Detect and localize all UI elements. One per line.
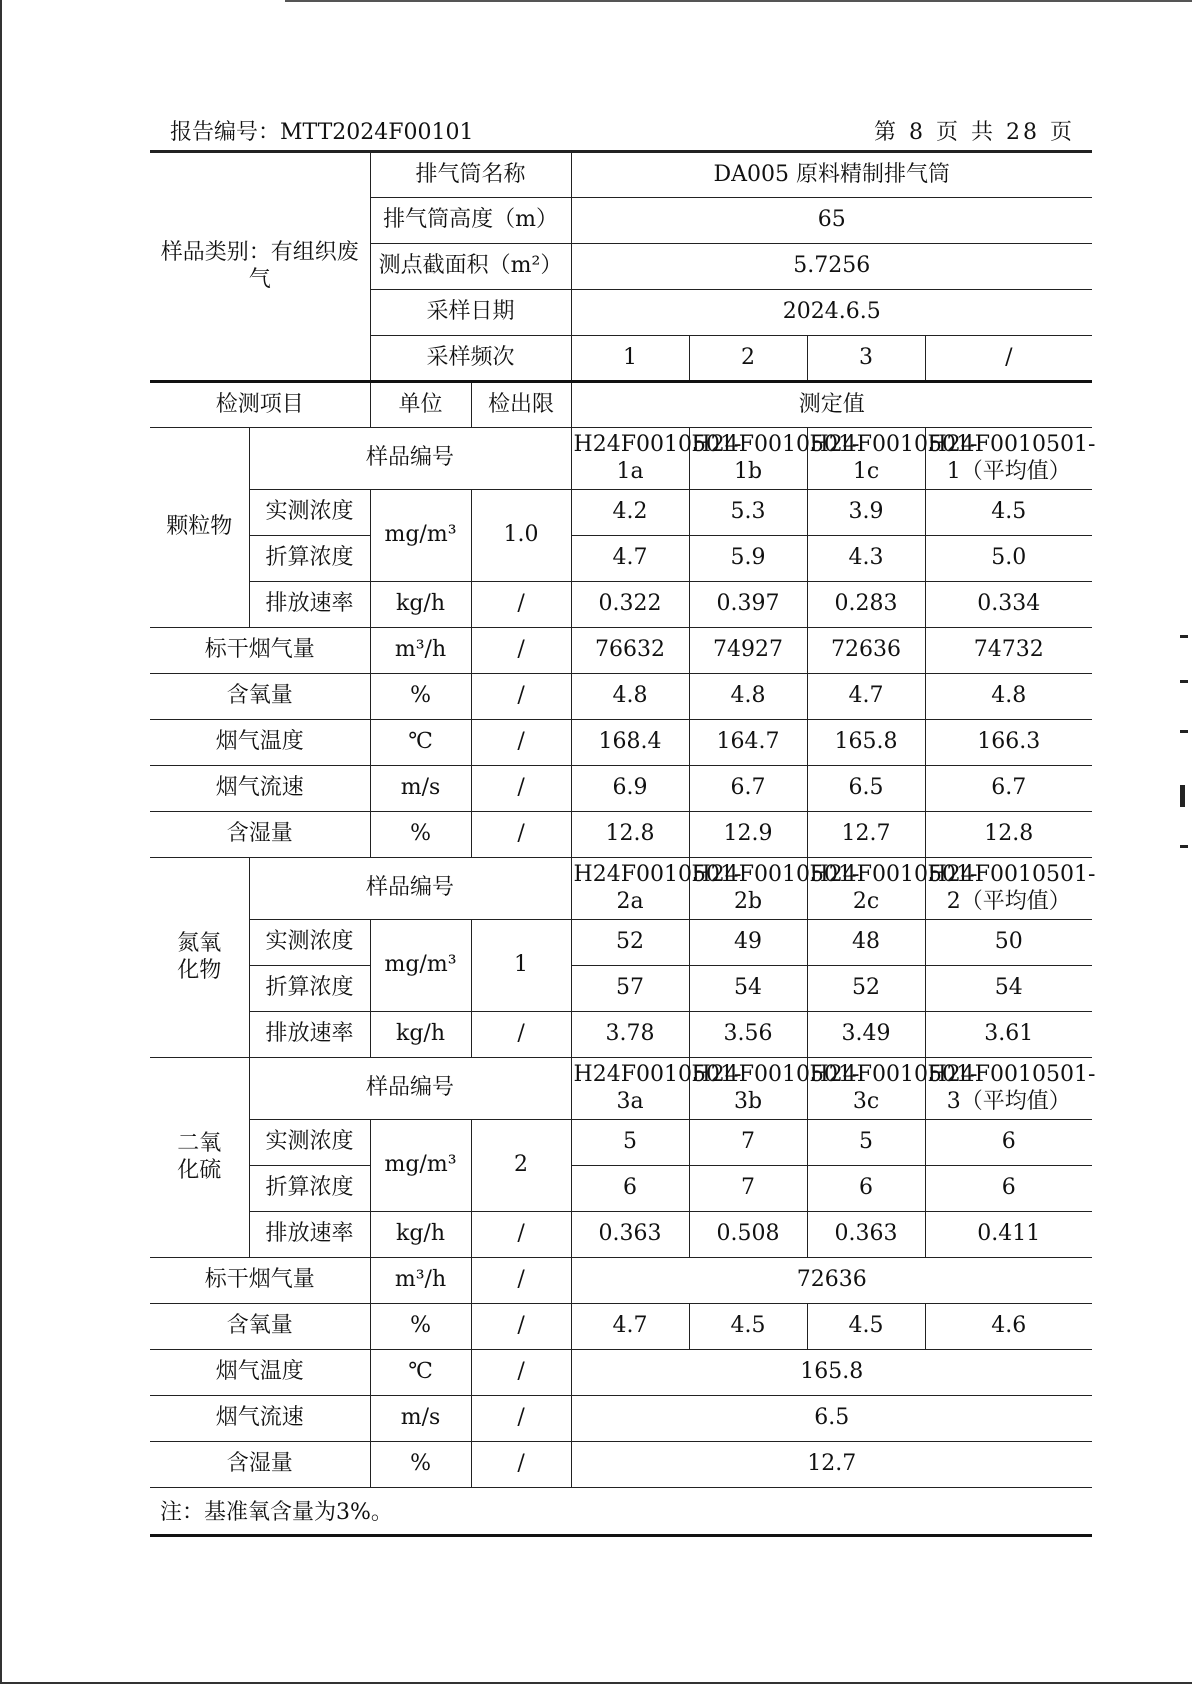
report-number: 报告编号：MTT2024F00101 [170, 120, 474, 145]
stack-name-label: 排气筒名称 [370, 152, 571, 198]
rate-limit: / [471, 582, 571, 628]
sample-no: H24F0010501-1b [689, 428, 807, 490]
value-cell: 5 [807, 1120, 925, 1166]
value-cell: 74927 [689, 628, 807, 674]
measured-conc-label: 实测浓度 [249, 1120, 370, 1166]
rate-unit: kg/h [370, 1012, 471, 1058]
conc-unit: mg/m³ [370, 490, 471, 582]
aux-limit: / [471, 1442, 571, 1488]
aux-limit: / [471, 674, 571, 720]
value-cell: 0.508 [689, 1212, 807, 1258]
gas-temp-row-2 [150, 1350, 1092, 1396]
sample-no: H24F0010501-3a [571, 1058, 689, 1120]
emission-rate-label: 排放速率 [249, 1012, 370, 1058]
value-cell: 3.49 [807, 1012, 925, 1058]
col-measured: 测定值 [571, 382, 1092, 428]
dry-flow-label: 标干烟气量 [150, 1258, 370, 1304]
value-cell: 4.8 [925, 674, 1092, 720]
value-cell: 4.7 [571, 1304, 689, 1350]
value-cell: 6 [925, 1166, 1092, 1212]
value-cell: 3.78 [571, 1012, 689, 1058]
value-cell: 5.9 [689, 536, 807, 582]
value-cell: 4.8 [571, 674, 689, 720]
particulate-rate-row [150, 582, 1092, 628]
oxygen-row-2 [150, 1304, 1092, 1350]
sample-no-label: 样品编号 [249, 858, 571, 920]
value-cell: 0.334 [925, 582, 1092, 628]
value-cell: 0.411 [925, 1212, 1092, 1258]
oxygen-row [150, 674, 1092, 720]
value-cell: 3.56 [689, 1012, 807, 1058]
sample-no: H24F0010501-1（平均值） [925, 428, 1092, 490]
aux-limit: / [471, 628, 571, 674]
value-cell: 166.3 [925, 720, 1092, 766]
value-cell: 12.8 [925, 812, 1092, 858]
rate-limit: / [471, 1012, 571, 1058]
section-area-label: 测点截面积（m²） [370, 244, 571, 290]
temp-unit: ℃ [370, 720, 471, 766]
sample-no: H24F0010501-1a [571, 428, 689, 490]
emission-rate-label: 排放速率 [249, 582, 370, 628]
column-header-row [150, 382, 1092, 428]
nox-name: 氮氧化物 [150, 858, 249, 1058]
velocity-unit: m/s [370, 1396, 471, 1442]
sampling-date-value: 2024.6.5 [571, 290, 1092, 336]
value-cell: 165.8 [807, 720, 925, 766]
value-cell: 7 [689, 1166, 807, 1212]
measured-conc-label: 实测浓度 [249, 920, 370, 966]
value-cell: 6 [925, 1120, 1092, 1166]
frequency-4: / [925, 336, 1092, 382]
sample-type: 样品类别：有组织废气 [150, 152, 370, 382]
value-cell: 3.61 [925, 1012, 1092, 1058]
converted-conc-label: 折算浓度 [249, 966, 370, 1012]
value-cell: 164.7 [689, 720, 807, 766]
sample-no: H24F0010501-3（平均值） [925, 1058, 1092, 1120]
value-cell: 168.4 [571, 720, 689, 766]
sample-no-label: 样品编号 [249, 1058, 571, 1120]
note-row [150, 1488, 1092, 1536]
oxygen-label: 含氧量 [150, 1304, 370, 1350]
value-cell: 12.8 [571, 812, 689, 858]
so2-sample-row [150, 1058, 1092, 1120]
particulate-limit: 1.0 [471, 490, 571, 582]
stack-height-label: 排气筒高度（m） [370, 198, 571, 244]
value-cell: 5.0 [925, 536, 1092, 582]
value-cell: 0.283 [807, 582, 925, 628]
conc-unit: mg/m³ [370, 920, 471, 1012]
value-cell-merged: 12.7 [571, 1442, 1092, 1488]
col-unit: 单位 [370, 382, 471, 428]
gas-velocity-row [150, 766, 1092, 812]
sample-no: H24F0010501-2b [689, 858, 807, 920]
moisture-row-2 [150, 1442, 1092, 1488]
nox-measured-row [150, 920, 1092, 966]
value-cell: 0.322 [571, 582, 689, 628]
gas-temp-label: 烟气温度 [150, 720, 370, 766]
col-limit: 检出限 [471, 382, 571, 428]
so2-converted-row [150, 1166, 1092, 1212]
scan-left-edge [0, 0, 2, 1684]
percent-unit: % [370, 812, 471, 858]
nox-rate-row [150, 1012, 1092, 1058]
so2-limit: 2 [471, 1120, 571, 1212]
rate-unit: kg/h [370, 1212, 471, 1258]
gas-velocity-label: 烟气流速 [150, 1396, 370, 1442]
page-indicator: 第 8 页 共 28 页 [874, 120, 1075, 145]
value-cell: 6.7 [689, 766, 807, 812]
aux-limit: / [471, 766, 571, 812]
moisture-label: 含湿量 [150, 1442, 370, 1488]
value-cell: 0.397 [689, 582, 807, 628]
value-cell-merged: 165.8 [571, 1350, 1092, 1396]
particulate-measured-row [150, 490, 1092, 536]
value-cell: 52 [807, 966, 925, 1012]
value-cell: 12.9 [689, 812, 807, 858]
particulate-sample-row [150, 428, 1092, 490]
moisture-row [150, 812, 1092, 858]
flow-unit: m³/h [370, 1258, 471, 1304]
value-cell: 6.7 [925, 766, 1092, 812]
value-cell: 54 [925, 966, 1092, 1012]
flow-unit: m³/h [370, 628, 471, 674]
scan-top-edge [285, 0, 1192, 2]
gas-temp-label: 烟气温度 [150, 1350, 370, 1396]
sample-no: H24F0010501-2a [571, 858, 689, 920]
dry-flow-row-2 [150, 1258, 1092, 1304]
rate-unit: kg/h [370, 582, 471, 628]
sample-no: H24F0010501-3c [807, 1058, 925, 1120]
particulate-converted-row [150, 536, 1092, 582]
value-cell: 4.5 [925, 490, 1092, 536]
value-cell: 4.7 [807, 674, 925, 720]
stack-height-value: 65 [571, 198, 1092, 244]
aux-limit: / [471, 1350, 571, 1396]
sampling-date-label: 采样日期 [370, 290, 571, 336]
sample-no: H24F0010501-2c [807, 858, 925, 920]
nox-converted-row [150, 966, 1092, 1012]
dry-flow-row [150, 628, 1092, 674]
section-area-value: 5.7256 [571, 244, 1092, 290]
value-cell: 50 [925, 920, 1092, 966]
value-cell: 5.3 [689, 490, 807, 536]
value-cell: 6 [807, 1166, 925, 1212]
nox-limit: 1 [471, 920, 571, 1012]
stack-name-value: DA005 原料精制排气筒 [571, 152, 1092, 198]
value-cell: 52 [571, 920, 689, 966]
binding-marks [1180, 635, 1190, 855]
value-cell: 6.9 [571, 766, 689, 812]
value-cell: 57 [571, 966, 689, 1012]
col-item: 检测项目 [150, 382, 370, 428]
aux-limit: / [471, 1396, 571, 1442]
value-cell: 49 [689, 920, 807, 966]
aux-limit: / [471, 1258, 571, 1304]
frequency-3: 3 [807, 336, 925, 382]
value-cell-merged: 6.5 [571, 1396, 1092, 1442]
percent-unit: % [370, 1442, 471, 1488]
sample-no: H24F0010501-3b [689, 1058, 807, 1120]
value-cell: 72636 [807, 628, 925, 674]
frequency-2: 2 [689, 336, 807, 382]
value-cell: 48 [807, 920, 925, 966]
rate-limit: / [471, 1212, 571, 1258]
aux-limit: / [471, 720, 571, 766]
particulate-name: 颗粒物 [150, 428, 249, 628]
aux-limit: / [471, 812, 571, 858]
measured-conc-label: 实测浓度 [249, 490, 370, 536]
frequency-1: 1 [571, 336, 689, 382]
sample-no: H24F0010501-2（平均值） [925, 858, 1092, 920]
value-cell: 4.2 [571, 490, 689, 536]
so2-name: 二氧化硫 [150, 1058, 249, 1258]
value-cell: 0.363 [571, 1212, 689, 1258]
emission-test-table [150, 150, 1096, 1537]
value-cell: 4.3 [807, 536, 925, 582]
converted-conc-label: 折算浓度 [249, 1166, 370, 1212]
value-cell: 7 [689, 1120, 807, 1166]
converted-conc-label: 折算浓度 [249, 536, 370, 582]
page-header [170, 115, 1075, 149]
conc-unit: mg/m³ [370, 1120, 471, 1212]
emission-rate-label: 排放速率 [249, 1212, 370, 1258]
value-cell: 4.6 [925, 1304, 1092, 1350]
gas-temp-row [150, 720, 1092, 766]
so2-measured-row [150, 1120, 1092, 1166]
value-cell: 3.9 [807, 490, 925, 536]
nox-sample-row [150, 858, 1092, 920]
gas-velocity-row-2 [150, 1396, 1092, 1442]
value-cell: 6.5 [807, 766, 925, 812]
gas-velocity-label: 烟气流速 [150, 766, 370, 812]
aux-limit: / [471, 1304, 571, 1350]
value-cell: 0.363 [807, 1212, 925, 1258]
value-cell: 6 [571, 1166, 689, 1212]
percent-unit: % [370, 674, 471, 720]
value-cell: 12.7 [807, 812, 925, 858]
moisture-label: 含湿量 [150, 812, 370, 858]
percent-unit: % [370, 1304, 471, 1350]
value-cell: 74732 [925, 628, 1092, 674]
temp-unit: ℃ [370, 1350, 471, 1396]
sample-no-label: 样品编号 [249, 428, 571, 490]
frequency-label: 采样频次 [370, 336, 571, 382]
value-cell: 5 [571, 1120, 689, 1166]
value-cell: 4.7 [571, 536, 689, 582]
so2-rate-row [150, 1212, 1092, 1258]
value-cell: 4.5 [689, 1304, 807, 1350]
value-cell: 4.5 [807, 1304, 925, 1350]
dry-flow-label: 标干烟气量 [150, 628, 370, 674]
value-cell: 4.8 [689, 674, 807, 720]
value-cell: 54 [689, 966, 807, 1012]
value-cell-merged: 72636 [571, 1258, 1092, 1304]
info-row-stack-name [150, 152, 1092, 198]
sample-no: H24F0010501-1c [807, 428, 925, 490]
velocity-unit: m/s [370, 766, 471, 812]
footnote: 注：基准氧含量为3%。 [150, 1488, 1092, 1536]
value-cell: 76632 [571, 628, 689, 674]
oxygen-label: 含氧量 [150, 674, 370, 720]
